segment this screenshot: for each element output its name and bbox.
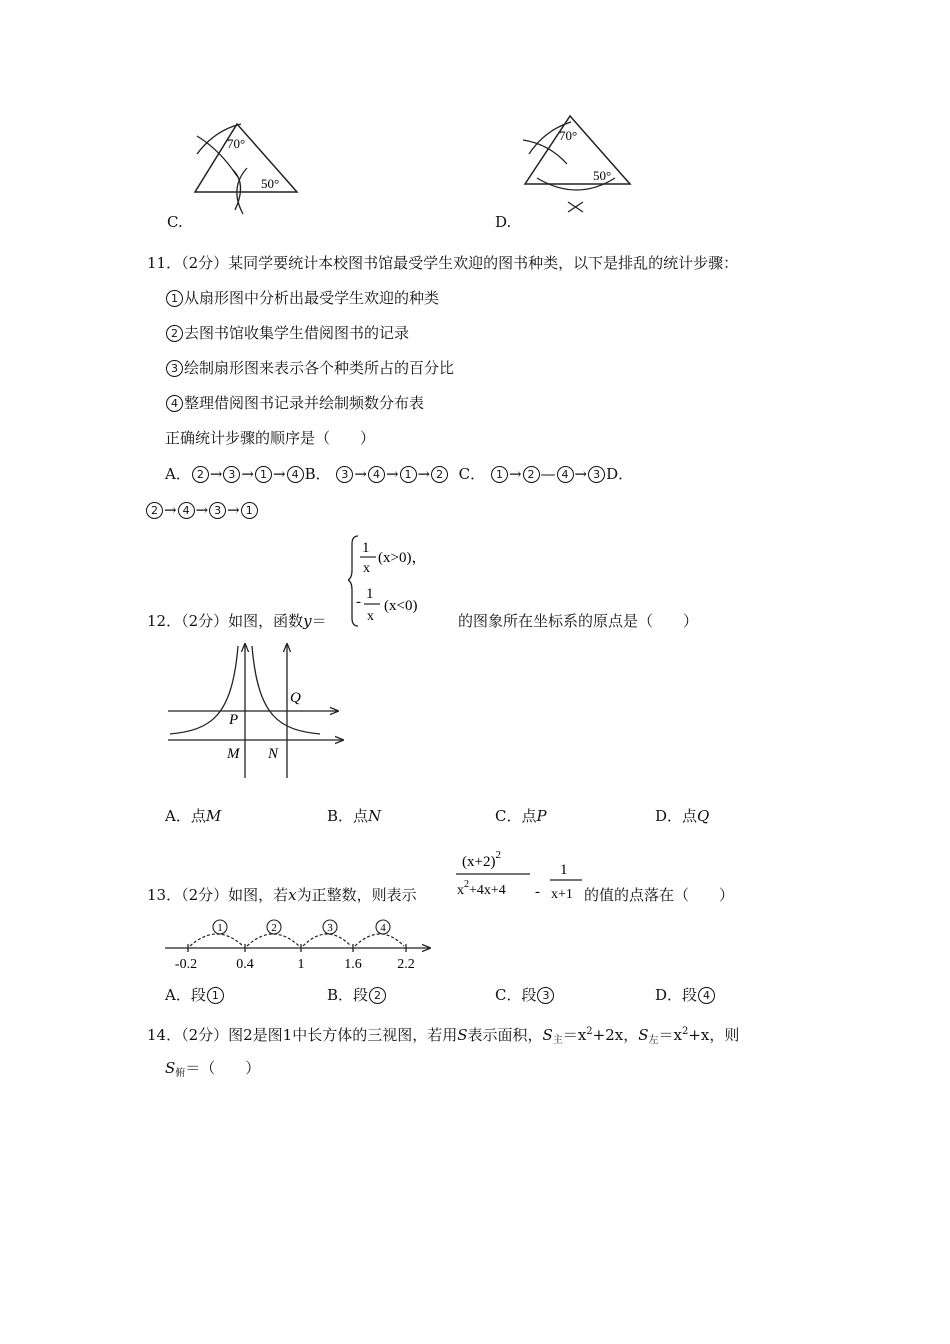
circled-num: 2 <box>369 987 386 1004</box>
circled-num: 2 <box>146 502 163 519</box>
segment-arc-4 <box>355 934 404 946</box>
step-text: 去图书馆收集学生借阅图书的记录 <box>184 324 410 342</box>
option-var: M <box>205 807 222 825</box>
circled-num: 2 <box>431 466 448 483</box>
q13-stem-prefix <box>147 885 417 905</box>
circled-num: 4 <box>287 466 304 483</box>
q12-graph <box>160 638 355 783</box>
minus-sign: - <box>535 884 540 900</box>
segment-label-1: 1 <box>217 922 223 934</box>
subscript-top: 俯 <box>175 1068 186 1079</box>
circled-num: 2 <box>192 466 209 483</box>
s-variable: S <box>457 1026 468 1044</box>
stem-text: 12．（2分）如图，函数 <box>147 612 304 630</box>
q12-stem-prefix <box>147 611 327 631</box>
stem-text: 14．（2分）图2是图1中长方体的三视图，若用 <box>147 1026 458 1044</box>
label-q: Q <box>290 690 301 706</box>
option-d-label: D． <box>606 465 634 483</box>
arrow: → <box>273 465 286 483</box>
option-var: N <box>368 807 382 825</box>
q11-step-3 <box>165 358 454 378</box>
s-variable: S <box>542 1026 553 1044</box>
arrow: → <box>241 465 254 483</box>
circled-num: 4 <box>166 395 183 412</box>
option-label: C．段 <box>495 986 537 1004</box>
option-label: A．段 <box>165 986 206 1004</box>
circled-num: 3 <box>588 466 605 483</box>
circled-num: 1 <box>491 466 508 483</box>
arrow: → <box>227 501 240 519</box>
segment-label-4: 4 <box>380 922 386 934</box>
q14-stem <box>147 1022 739 1051</box>
option-label: D．点 <box>655 807 698 825</box>
option-var: Q <box>697 807 710 825</box>
option-label: B．段 <box>327 986 369 1004</box>
option-label: A．点 <box>165 807 206 825</box>
piece2-denominator: x <box>367 609 374 624</box>
arrow: → <box>385 465 399 483</box>
arrow: → <box>209 465 223 483</box>
piece2-sign: - <box>356 594 361 610</box>
frac2-numerator: 1 <box>560 862 568 878</box>
circled-num: 3 <box>223 466 240 483</box>
q10-option-d: D. <box>495 213 512 231</box>
option-label: B．点 <box>327 807 369 825</box>
equation: ＝x <box>562 1026 587 1044</box>
stem-text: 表示面积， <box>467 1026 543 1044</box>
subscript-main: 主 <box>552 1035 563 1046</box>
q12-option-a <box>165 806 221 826</box>
option-b-label: B． <box>304 465 331 483</box>
q11-step-2 <box>165 323 409 343</box>
label-m: M <box>227 746 240 762</box>
angle-right-label-c: 50° <box>261 176 280 191</box>
q10-option-c: C. <box>167 213 183 231</box>
circled-num: 2 <box>523 466 540 483</box>
exponent: 2 <box>586 1026 593 1037</box>
frac1-denominator: $x^2+4x+4$ <box>457 879 506 898</box>
triangle-c <box>195 124 297 192</box>
tick-label: 2.2 <box>397 957 415 972</box>
option-label: D．段 <box>655 986 698 1004</box>
circled-num: 4 <box>698 987 715 1004</box>
q12-option-b <box>327 806 381 826</box>
arrow: → <box>195 501 209 519</box>
piece1-numerator: 1 <box>362 540 370 556</box>
segment-label-3: 3 <box>327 922 333 934</box>
option-label: C．点 <box>495 807 537 825</box>
q13-option-b <box>327 985 387 1005</box>
s-variable: S <box>165 1059 176 1077</box>
circled-num: 4 <box>368 466 385 483</box>
s-variable: S <box>638 1026 649 1044</box>
segment-markers <box>213 920 390 934</box>
equals-sign: ＝ <box>311 612 327 630</box>
angle-top-label-d: 70° <box>559 128 578 143</box>
angle-top-label-c: 70° <box>227 136 246 151</box>
circled-num: 1 <box>207 987 224 1004</box>
arrow: → <box>354 465 367 483</box>
equation: +2x， <box>592 1026 639 1044</box>
circled-num: 3 <box>336 466 353 483</box>
q10-figure-c <box>185 118 310 218</box>
q12-option-d <box>655 806 709 826</box>
equation: ＝x <box>658 1026 682 1044</box>
option-c-label: C． <box>458 465 486 483</box>
q12-stem-suffix: 的图象所在坐标系的原点是（ ） <box>458 612 699 630</box>
subscript-left: 左 <box>648 1035 659 1046</box>
q11-step-4 <box>165 393 424 413</box>
circled-num: 1 <box>255 466 272 483</box>
q13-stem-suffix: 的值的点落在（ ） <box>584 886 735 904</box>
x-variable: x <box>288 886 297 904</box>
circled-num: 3 <box>537 987 554 1004</box>
q13-number-line <box>160 916 440 974</box>
cross-d-1 <box>568 202 583 212</box>
q13-option-d <box>655 985 716 1005</box>
q11-step-1 <box>165 288 439 308</box>
circled-num: 1 <box>166 290 183 307</box>
q11-stem: 11．（2分）某同学要统计本校图书馆最受学生欢迎的图书种类，以下是排乱的统计步骤： <box>147 254 739 272</box>
answer-blank: ＝（ ） <box>185 1059 261 1077</box>
tick-label: 0.4 <box>236 957 254 972</box>
circled-num: 1 <box>241 502 258 519</box>
q13-expression <box>452 842 592 904</box>
curve-right-branch <box>252 646 320 734</box>
stem-text: 13．（2分）如图，若 <box>147 886 289 904</box>
arrow: → <box>417 465 431 483</box>
piece1-condition: (x>0)， <box>378 550 427 566</box>
left-brace <box>348 536 358 626</box>
stem-text: 为正整数，则表示 <box>296 886 417 904</box>
arc-c-4 <box>237 168 247 214</box>
step-text: 整理借阅图书记录并绘制频数分布表 <box>184 394 425 412</box>
circled-num: 4 <box>557 466 574 483</box>
triangle-d <box>525 116 630 184</box>
circled-num: 2 <box>166 325 183 342</box>
q14-stem-line2 <box>165 1058 260 1084</box>
exponent: 2 <box>681 1026 689 1037</box>
equation: +x，则 <box>688 1026 740 1044</box>
circled-num: 3 <box>209 502 226 519</box>
q12-piecewise-function <box>348 532 458 632</box>
tick-label: -0.2 <box>174 957 198 972</box>
segment-label-2: 2 <box>271 922 277 934</box>
segment-arc-1 <box>190 934 243 946</box>
q12-option-c <box>495 806 547 826</box>
tick-label: 1 <box>297 957 305 972</box>
arrow: → <box>508 465 522 483</box>
q13-option-c <box>495 985 555 1005</box>
step-text: 绘制扇形图来表示各个种类所占的百分比 <box>184 359 455 377</box>
step-text: 从扇形图中分析出最受学生欢迎的种类 <box>184 289 440 307</box>
piece2-numerator: 1 <box>366 586 374 602</box>
q13-option-a <box>165 985 225 1005</box>
label-p: P <box>229 712 239 728</box>
q10-figure-d <box>515 112 640 217</box>
y-variable: y <box>303 612 312 630</box>
piece2-condition: (x<0) <box>384 598 418 614</box>
circled-num: 1 <box>400 466 417 483</box>
frac2-denominator: x+1 <box>551 887 573 902</box>
segment-arc-2 <box>247 934 299 946</box>
dash: — <box>540 465 556 483</box>
curve-left-branch <box>170 646 238 734</box>
q11-prompt: 正确统计步骤的顺序是（ ） <box>165 429 376 447</box>
angle-right-label-d: 50° <box>593 168 612 183</box>
arrow: → <box>574 465 588 483</box>
piece1-denominator: x <box>363 561 370 576</box>
arrow: → <box>164 501 177 519</box>
option-var: P <box>536 807 547 825</box>
frac1-numerator: $(x+2)^2$ <box>462 849 501 870</box>
circled-num: 3 <box>166 360 183 377</box>
tick-label: 1.6 <box>344 957 362 972</box>
segment-arc-3 <box>303 934 351 946</box>
circled-num: 4 <box>178 502 195 519</box>
option-a-label: A． <box>165 465 191 483</box>
q11-option-d-line <box>145 500 259 520</box>
q11-options-line <box>165 464 633 484</box>
label-n: N <box>268 746 279 762</box>
